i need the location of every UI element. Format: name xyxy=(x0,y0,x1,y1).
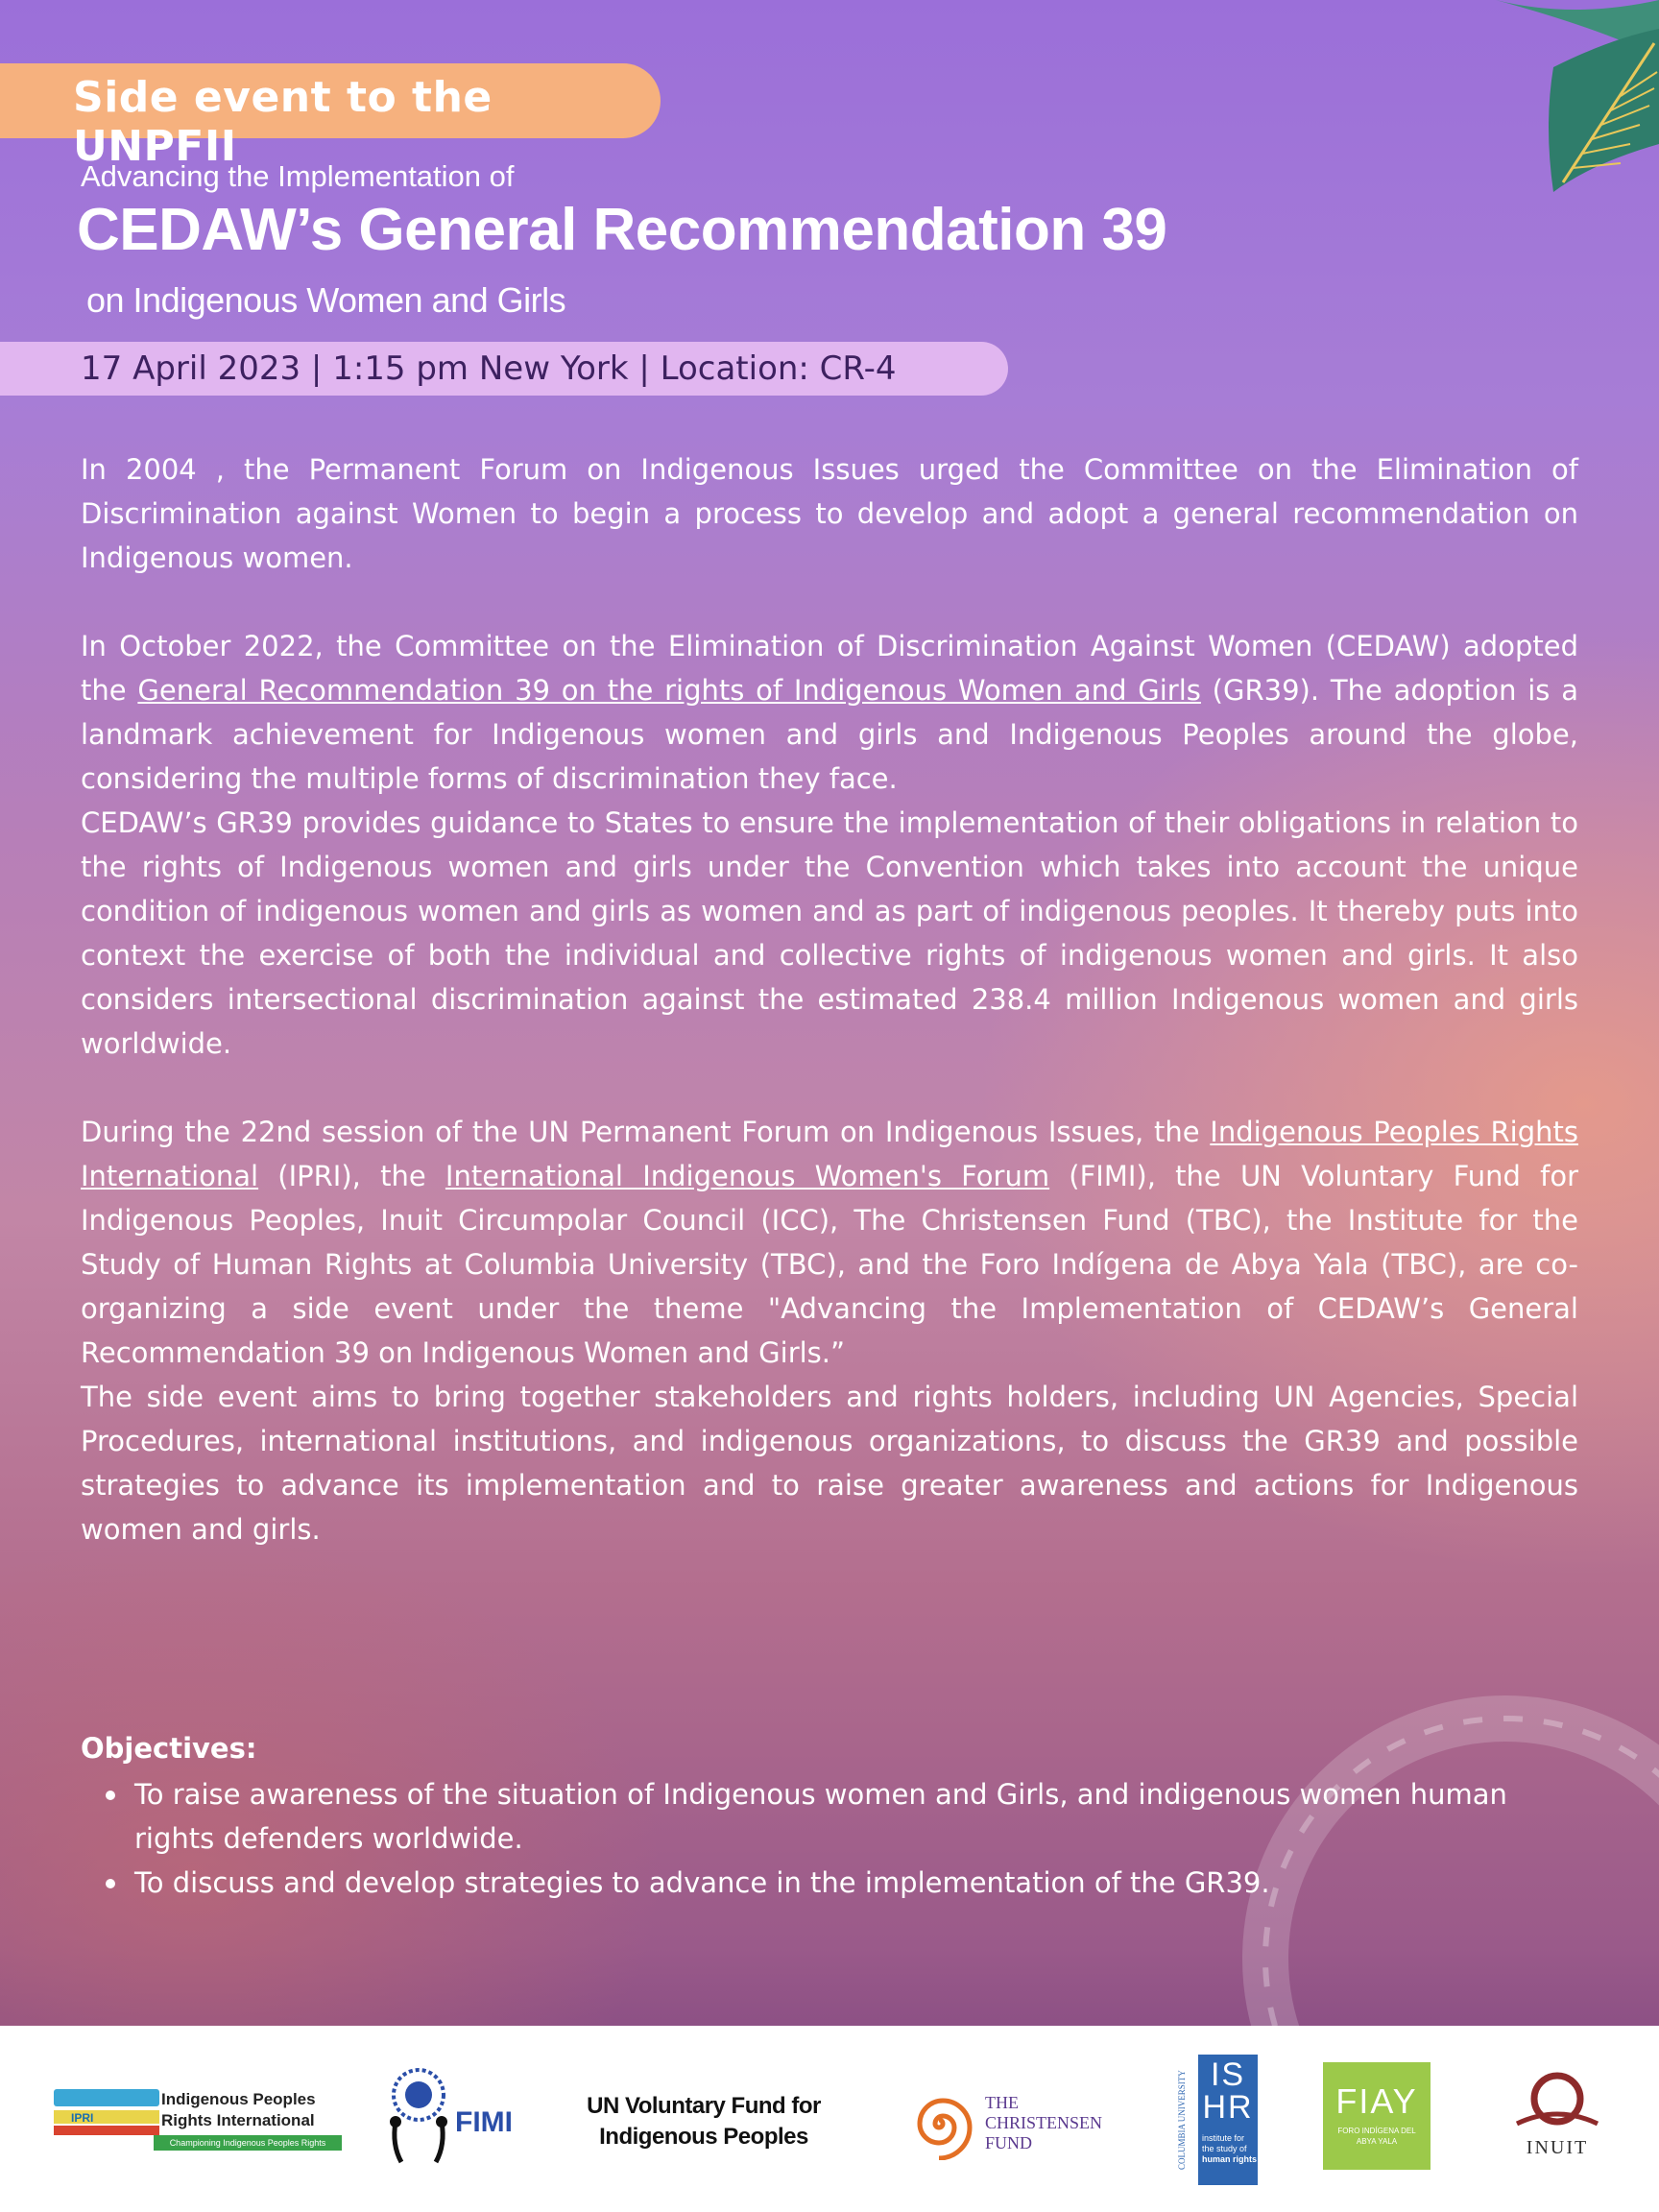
leaf-decoration-icon xyxy=(1438,0,1659,202)
paragraph-4-text-c: (FIMI), the UN Voluntary Fund for Indigenous Peoples, Inuit Circumpolar Council (ICC), The Christensen Fund (TBC), the Institute for the Study of Human Rights at Columbia University (TBC), and the Foro Indígena de Abya Yala (TBC), are co-organizing a side event under the theme "Advancing the Implementation of CEDAW’s General Recommendation 39 on Indigenous Women and Girls.” xyxy=(81,1160,1579,1369)
tcf-line2: CHRISTENSEN xyxy=(985,2113,1103,2132)
pre-title: Advancing the Implementation of xyxy=(81,159,515,193)
ishr-small-2: the study of xyxy=(1202,2144,1247,2153)
svg-text:IPRI: IPRI xyxy=(71,2111,94,2125)
paragraph-2-text-a: In October 2022, the Committee on the Elimination of Discrimination Against Women (CEDAW) adopted the xyxy=(81,630,1578,707)
inuit-text: INUIT xyxy=(1526,2137,1589,2158)
un-voluntary-fund-logo xyxy=(574,2091,833,2152)
ipri-link[interactable]: Indigenous Peoples Rights International xyxy=(81,1116,1578,1192)
page-title: CEDAW’s General Recommendation 39 xyxy=(77,197,1167,263)
objectives-heading: Objectives: xyxy=(81,1732,257,1765)
fiay-logo xyxy=(1323,2062,1431,2170)
ipri-logo xyxy=(54,2083,342,2160)
event-tag-pill xyxy=(0,63,661,171)
ipri-name-line1: Indigenous Peoples xyxy=(161,2090,316,2108)
inuit-emblem-icon xyxy=(1509,2068,1605,2135)
ishr-text-2: HR xyxy=(1202,2089,1254,2126)
ishr-logo xyxy=(1177,2055,1260,2185)
fimi-emblem-icon xyxy=(382,2068,455,2164)
date-location-pill xyxy=(0,342,1008,396)
paragraph-4 xyxy=(81,1110,1578,1375)
partner-logos-footer xyxy=(0,2026,1659,2212)
ipri-tagline: Championing Indigenous Peoples Rights xyxy=(154,2135,342,2151)
tcf-line1: THE xyxy=(985,2093,1019,2112)
tcf-line3: FUND xyxy=(985,2133,1033,2152)
paragraph-2 xyxy=(81,624,1578,801)
paragraph-2-text-b: (GR39). The adoption is a landmark achievement for Indigenous women and girls and Indigenous Peoples around the globe, considering the multiple forms of discrimination they face. xyxy=(81,674,1578,795)
unvf-line2: Indigenous Peoples xyxy=(599,2124,808,2150)
paragraph-4-text-a: During the 22nd session of the UN Permanent Forum on Indigenous Issues, the xyxy=(81,1116,1211,1148)
inuit-logo xyxy=(1509,2068,1605,2174)
ishr-small-3: human rights xyxy=(1202,2154,1258,2164)
body-text xyxy=(81,447,1578,1551)
fiay-small-2: ABYA YALA xyxy=(1356,2137,1398,2146)
ishr-small-1: institute for xyxy=(1202,2133,1245,2143)
post-title: on Indigenous Women and Girls xyxy=(86,280,566,320)
spiral-icon xyxy=(902,2087,975,2160)
bullet-icon xyxy=(106,1791,115,1800)
event-tag: Side event to the UNPFII xyxy=(73,73,493,171)
objective-text: To raise awareness of the situation of Indigenous women and Girls, and indigenous women human rights defenders worldwide. xyxy=(134,1778,1507,1855)
paragraph-1: In 2004 , the Permanent Forum on Indigenous Issues urged the Committee on the Elimination of Discrimination against Women to begin a process to develop and adopt a general recommendation on Indigenous women. xyxy=(81,453,1578,574)
ipri-name-line2: Rights International xyxy=(161,2111,315,2129)
fimi-text: FIMI xyxy=(455,2106,513,2138)
unvf-line1: UN Voluntary Fund for xyxy=(587,2093,821,2119)
date-location: 17 April 2023 | 1:15 pm New York | Location: CR-4 xyxy=(81,349,897,388)
gr39-link[interactable]: General Recommendation 39 on the rights of Indigenous Women and Girls xyxy=(137,674,1201,707)
fimi-logo xyxy=(382,2068,526,2174)
list-item xyxy=(81,1772,1578,1861)
fimi-link[interactable]: International Indigenous Women's Forum xyxy=(445,1160,1050,1192)
ishr-text-1: IS xyxy=(1210,2056,1246,2093)
ishr-columbia-text: COLUMBIA UNIVERSITY xyxy=(1177,2070,1187,2170)
bullet-icon xyxy=(106,1879,115,1888)
ipri-emblem-icon xyxy=(54,2089,159,2147)
ishr-block xyxy=(1198,2055,1258,2185)
paragraph-5: The side event aims to bring together stakeholders and rights holders, including UN Agencies, Special Procedures, international institutions, and indigenous organizations, to discuss the GR39 and possible strategies to advance its implementation and to raise greater awareness and actions for Indigenous women and girls. xyxy=(81,1381,1578,1546)
fiay-small-1: FORO INDÍGENA DEL xyxy=(1337,2127,1416,2135)
objectives-list xyxy=(81,1772,1578,1905)
paragraph-3: CEDAW’s GR39 provides guidance to States to ensure the implementation of their obligations in relation to the rights of Indigenous women and girls under the Convention which takes into account the unique condition of indigenous women and girls as women and as part of indigenous peoples. It thereby puts into context the exercise of both the individual and collective rights of indigenous women and girls. It also considers intersectional discrimination against the estimated 238.4 million Indigenous women and girls worldwide. xyxy=(81,806,1578,1060)
paragraph-4-text-b: (IPRI), the xyxy=(258,1160,445,1192)
fiay-text: FIAY xyxy=(1335,2081,1418,2121)
christensen-fund-logo xyxy=(902,2087,1133,2164)
list-item xyxy=(81,1861,1578,1905)
objective-text: To discuss and develop strategies to advance in the implementation of the GR39. xyxy=(134,1866,1270,1899)
